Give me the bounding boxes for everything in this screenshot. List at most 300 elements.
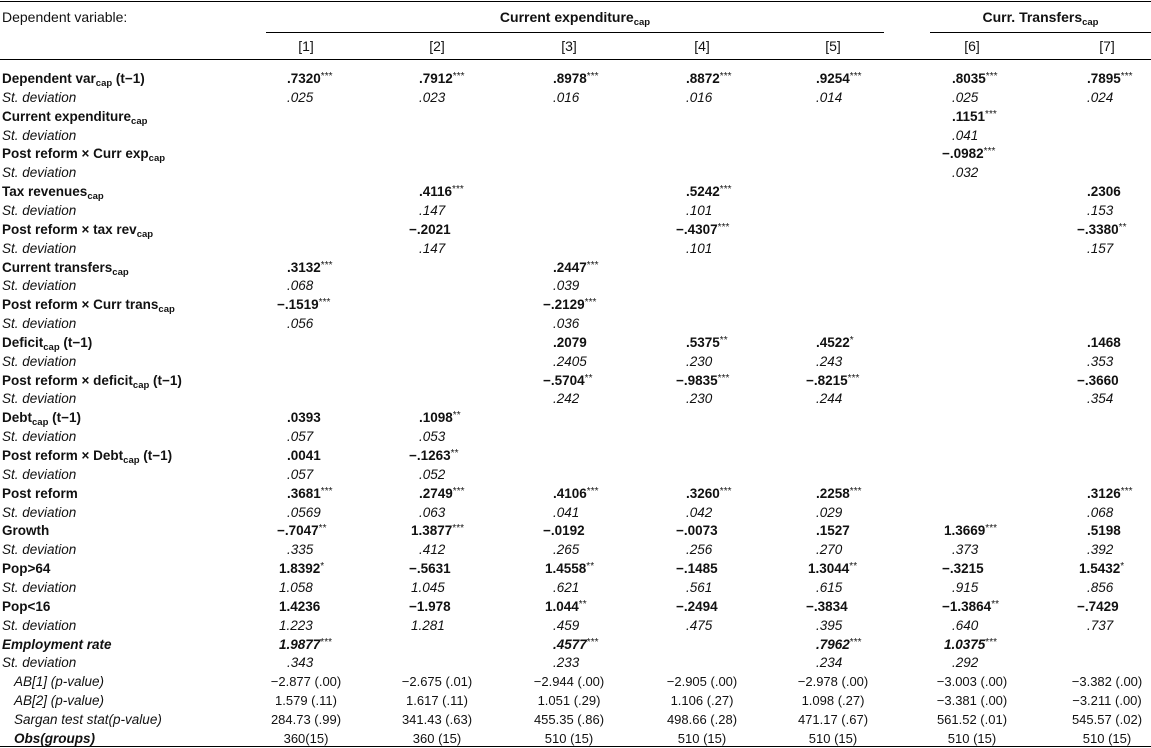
- column-number: [3]: [561, 38, 577, 54]
- table-cell: [553, 541, 579, 559]
- significance-stars: ***: [985, 108, 997, 120]
- significance-stars: ***: [849, 71, 862, 82]
- row-label: [2, 598, 50, 616]
- table-cell: [816, 654, 842, 672]
- cell-value: .025: [952, 89, 979, 105]
- table-cell: [543, 372, 592, 390]
- header-rule: [0, 59, 1151, 60]
- cell-value: .459: [553, 617, 580, 633]
- table-cell: [806, 598, 848, 616]
- table-cell: [279, 598, 320, 616]
- cell-value: .014: [816, 89, 843, 105]
- table-cell: [647, 711, 757, 729]
- cell-value: −.1519: [277, 297, 319, 313]
- table-cell: [419, 240, 445, 258]
- table-cell: [686, 579, 712, 597]
- table-cell: [287, 447, 321, 465]
- table-cell: [514, 673, 624, 691]
- row-label: [2, 654, 76, 672]
- cell-value: .2258: [816, 485, 850, 501]
- row-label-text: Employment rate: [2, 636, 112, 652]
- table-cell: [1087, 202, 1113, 220]
- cell-value: .412: [419, 542, 446, 558]
- row-label: [2, 390, 76, 408]
- table-cell: [686, 617, 712, 635]
- table-cell: [1087, 353, 1113, 371]
- table-cell: [686, 240, 712, 258]
- cell-value: −.3215: [942, 561, 984, 577]
- table-cell: [553, 315, 579, 333]
- row-label-text: St. deviation: [2, 542, 77, 558]
- cell-value: .475: [686, 617, 713, 633]
- table-cell: [1087, 617, 1113, 635]
- significance-stars: ***: [849, 636, 862, 648]
- cell-value: .8035: [952, 71, 986, 86]
- row-label-text: Obs(groups): [14, 730, 95, 746]
- cell-value: −.5704: [543, 372, 585, 388]
- row-label-text: St. deviation: [2, 165, 77, 181]
- group2-text: Curr. Transfers: [982, 9, 1083, 25]
- table-cell: [1087, 89, 1113, 107]
- table-cell: [287, 466, 313, 484]
- table-cell: [251, 692, 361, 710]
- cell-value: −1.978: [409, 598, 451, 614]
- table-cell: [419, 466, 445, 484]
- row-label-text: Post reform × Curr trans: [2, 297, 159, 313]
- table-cell: [808, 560, 857, 578]
- significance-stars: **: [578, 598, 587, 610]
- cell-value: −2.877 (.00): [270, 674, 342, 690]
- row-label-text: St. deviation: [2, 617, 77, 633]
- table-cell: [411, 522, 464, 540]
- row-label-text: St. deviation: [2, 391, 77, 407]
- cell-value: 360(15): [283, 730, 329, 746]
- cell-value: .157: [1087, 240, 1114, 256]
- row-label-suffix: (t−1): [112, 71, 145, 86]
- table-cell: [1087, 485, 1132, 503]
- significance-stars: *: [849, 334, 854, 346]
- row-label: [2, 541, 76, 559]
- cell-value: .024: [1087, 89, 1114, 105]
- group1-rule: [266, 32, 884, 33]
- table-cell: [676, 221, 729, 239]
- table-cell: [1077, 598, 1119, 616]
- cell-value: .5198: [1087, 523, 1121, 539]
- significance-stars: ***: [586, 71, 599, 82]
- cell-value: 1.223: [279, 617, 313, 633]
- cell-value: .056: [287, 316, 314, 332]
- significance-stars: ***: [985, 636, 997, 648]
- cell-value: −3.381 (.00): [936, 693, 1008, 709]
- cell-value: .243: [816, 353, 843, 369]
- table-cell: [411, 579, 445, 597]
- table-cell: [1052, 673, 1151, 691]
- row-label-subscript: cap: [131, 115, 148, 127]
- table-cell: [553, 70, 598, 88]
- cell-value: 545.57 (.02): [1071, 711, 1143, 727]
- table-cell: [1087, 183, 1121, 201]
- row-label: [2, 428, 76, 446]
- cell-value: .354: [1087, 391, 1114, 407]
- cell-value: .3260: [686, 485, 720, 501]
- row-label-text: Pop>64: [2, 561, 51, 577]
- table-cell: [942, 598, 999, 616]
- table-cell: [277, 522, 326, 540]
- cell-value: −.2494: [676, 598, 718, 614]
- significance-stars: **: [318, 523, 327, 535]
- table-cell: [778, 711, 888, 729]
- column-number: [5]: [825, 38, 841, 54]
- row-label-text: Debt: [2, 410, 32, 426]
- cell-value: .041: [553, 504, 580, 520]
- cell-value: .016: [553, 89, 580, 105]
- table-cell: [686, 334, 728, 352]
- table-cell: [952, 127, 978, 145]
- table-cell: [287, 89, 313, 107]
- significance-stars: *: [320, 561, 325, 573]
- cell-value: 1.8392: [279, 561, 321, 577]
- cell-value: .5242: [686, 184, 720, 200]
- row-label-text: Post reform × Debt: [2, 448, 124, 463]
- cell-value: .057: [287, 429, 314, 445]
- significance-stars: ***: [586, 259, 599, 271]
- table-cell: [806, 372, 859, 390]
- cell-value: 1.617 (.11): [406, 693, 468, 709]
- cell-value: .621: [553, 579, 580, 595]
- table-cell: [676, 560, 718, 578]
- table-cell: [419, 70, 464, 88]
- top-rule: [0, 1, 1151, 2]
- cell-value: .2447: [553, 259, 587, 275]
- table-cell: [553, 334, 587, 352]
- row-label: [2, 277, 76, 295]
- table-cell: [1087, 240, 1113, 258]
- cell-value: .1468: [1087, 334, 1121, 350]
- table-cell: [411, 617, 445, 635]
- table-cell: [816, 485, 861, 503]
- table-cell: [1087, 522, 1121, 540]
- cell-value: 1.3669: [944, 523, 986, 539]
- table-cell: [287, 541, 313, 559]
- bottom-rule: [0, 746, 1151, 747]
- cell-value: .395: [816, 617, 843, 633]
- significance-stars: ***: [452, 71, 465, 82]
- table-cell: [553, 277, 579, 295]
- cell-value: .615: [816, 579, 843, 595]
- cell-value: −3.211 (.00): [1072, 693, 1142, 709]
- table-cell: [816, 522, 850, 540]
- cell-value: .057: [287, 466, 314, 482]
- cell-value: 1.098 (.27): [801, 693, 865, 709]
- table-cell: [419, 541, 445, 559]
- cell-value: 471.17 (.67): [797, 711, 869, 727]
- cell-value: .4522: [816, 334, 850, 350]
- cell-value: .068: [287, 278, 314, 294]
- table-cell: [816, 541, 842, 559]
- row-label-text: Post reform × tax rev: [2, 221, 137, 237]
- table-cell: [287, 654, 313, 672]
- dependent-variable-label: Dependent variable:: [2, 9, 128, 25]
- cell-value: .234: [816, 655, 843, 671]
- table-cell: [419, 202, 445, 220]
- cell-value: .233: [553, 655, 580, 671]
- table-cell: [514, 692, 624, 710]
- table-cell: [553, 636, 598, 654]
- table-cell: [952, 89, 978, 107]
- table-cell: [917, 673, 1027, 691]
- table-cell: [686, 390, 712, 408]
- table-cell: [816, 617, 842, 635]
- cell-value: −.2129: [543, 297, 585, 313]
- row-label: [2, 409, 81, 427]
- row-label-suffix: (t−1): [149, 372, 182, 388]
- row-label-text: St. deviation: [2, 504, 77, 520]
- significance-stars: ***: [717, 372, 730, 384]
- cell-value: −.7429: [1077, 598, 1119, 614]
- cell-value: −1.3864: [942, 598, 992, 614]
- row-label-text: St. deviation: [2, 466, 77, 482]
- row-label-subscript: cap: [132, 379, 150, 391]
- table-cell: [816, 636, 861, 654]
- table-cell: [382, 673, 492, 691]
- cell-value: 561.52 (.01): [936, 711, 1008, 727]
- row-label: [2, 617, 76, 635]
- cell-value: 1.0375: [944, 636, 986, 652]
- cell-value: .242: [553, 391, 580, 407]
- row-label-text: St. deviation: [2, 89, 77, 105]
- cell-value: 341.43 (.63): [401, 711, 473, 727]
- cell-value: .4577: [553, 636, 587, 652]
- table-cell: [686, 183, 731, 201]
- row-label: [14, 711, 162, 729]
- table-cell: [279, 636, 332, 654]
- table-cell: [816, 89, 842, 107]
- table-cell: [287, 409, 321, 427]
- cell-value: .029: [816, 504, 843, 520]
- table-cell: [553, 504, 579, 522]
- table-cell: [686, 485, 731, 503]
- group-header-curr-transfers: [930, 7, 1151, 27]
- cell-value: .153: [1087, 202, 1114, 218]
- significance-stars: ***: [320, 259, 333, 271]
- cell-value: .0393: [287, 410, 321, 426]
- significance-stars: ***: [320, 71, 333, 82]
- table-cell: [279, 579, 313, 597]
- table-cell: [676, 598, 718, 616]
- table-cell: [553, 353, 587, 371]
- table-cell: [251, 673, 361, 691]
- cell-value: .147: [419, 202, 446, 218]
- row-label-text: Growth: [2, 523, 50, 539]
- row-label: [2, 504, 76, 522]
- row-label-subscript: cap: [158, 304, 175, 316]
- cell-value: −2.905 (.00): [666, 674, 738, 690]
- significance-stars: ***: [719, 71, 732, 82]
- table-cell: [1087, 70, 1132, 88]
- table-cell: [816, 70, 861, 88]
- cell-value: .2079: [553, 334, 587, 350]
- cell-value: .032: [952, 165, 979, 181]
- table-cell: [545, 560, 594, 578]
- significance-stars: ***: [719, 184, 732, 196]
- significance-stars: **: [586, 561, 595, 573]
- table-cell: [942, 560, 984, 578]
- cell-value: −.9835: [676, 372, 718, 388]
- significance-stars: ***: [985, 71, 998, 82]
- significance-stars: ***: [983, 146, 996, 158]
- table-cell: [676, 522, 718, 540]
- row-label-suffix: (t−1): [139, 448, 173, 463]
- cell-value: .265: [553, 542, 580, 558]
- cell-value: .5375: [686, 334, 720, 350]
- significance-stars: ***: [717, 221, 730, 233]
- cell-value: .1098: [419, 410, 453, 426]
- table-cell: [952, 541, 978, 559]
- column-number: [2]: [429, 38, 445, 54]
- row-label-text: Dependent var: [2, 71, 96, 86]
- row-label-text: Post reform × Curr exp: [2, 146, 149, 162]
- cell-value: .856: [1087, 579, 1114, 595]
- row-label-suffix: (t−1): [59, 334, 93, 350]
- significance-stars: **: [584, 372, 593, 384]
- significance-stars: ***: [452, 523, 464, 535]
- cell-value: .7962: [816, 636, 850, 652]
- row-label-text: Post reform: [2, 485, 78, 501]
- table-cell: [543, 296, 596, 314]
- significance-stars: ***: [452, 485, 465, 497]
- significance-stars: ***: [586, 485, 599, 497]
- table-cell: [686, 353, 712, 371]
- cell-value: .036: [553, 316, 580, 332]
- row-label-text: St. deviation: [2, 579, 77, 595]
- significance-stars: **: [452, 410, 461, 422]
- table-cell: [545, 598, 587, 616]
- significance-stars: **: [450, 448, 459, 459]
- cell-value: −.3834: [806, 598, 848, 614]
- row-label-text: St. deviation: [2, 316, 77, 332]
- cell-value: .7912: [419, 71, 453, 86]
- cell-value: .2306: [1087, 184, 1121, 200]
- significance-stars: **: [991, 598, 999, 610]
- table-cell: [553, 617, 579, 635]
- cell-value: 510 (15): [677, 730, 727, 746]
- cell-value: .353: [1087, 353, 1114, 369]
- cell-value: .270: [816, 542, 843, 558]
- significance-stars: ***: [1120, 485, 1133, 497]
- row-label: [2, 70, 145, 88]
- cell-value: 284.73 (.99): [270, 711, 342, 727]
- cell-value: .3681: [287, 485, 321, 501]
- table-cell: [952, 164, 978, 182]
- row-label: [2, 447, 172, 465]
- table-cell: [686, 89, 712, 107]
- row-label: [2, 240, 76, 258]
- cell-value: .392: [1087, 542, 1114, 558]
- row-label: [2, 127, 76, 145]
- table-cell: [686, 202, 712, 220]
- table-cell: [917, 692, 1027, 710]
- cell-value: .068: [1087, 504, 1114, 520]
- row-label: [2, 108, 147, 126]
- table-cell: [287, 259, 332, 277]
- cell-value: .256: [686, 542, 713, 558]
- row-label: [2, 296, 175, 314]
- cell-value: .023: [419, 89, 446, 105]
- table-cell: [778, 692, 888, 710]
- table-cell: [287, 277, 313, 295]
- row-label-subscript: cap: [112, 266, 129, 278]
- group2-rule: [930, 32, 1151, 33]
- row-label-text: St. deviation: [2, 278, 77, 294]
- cell-value: 1.044: [545, 598, 579, 614]
- cell-value: −.0073: [676, 523, 718, 539]
- cell-value: .016: [686, 89, 713, 105]
- row-label: [2, 259, 129, 277]
- row-label-text: Current expenditure: [2, 108, 132, 124]
- table-cell: [676, 372, 729, 390]
- cell-value: .292: [952, 655, 979, 671]
- row-label-text: St. deviation: [2, 127, 77, 143]
- row-label-subscript: cap: [43, 341, 60, 353]
- table-cell: [816, 353, 842, 371]
- cell-value: −.2021: [409, 221, 451, 237]
- significance-stars: **: [1118, 221, 1127, 233]
- cell-value: −2.675 (.01): [401, 674, 473, 690]
- table-cell: [419, 183, 464, 201]
- cell-value: −.0982: [942, 146, 984, 162]
- column-number: [1]: [298, 38, 314, 54]
- table-cell: [553, 579, 579, 597]
- row-label-text: Current transfers: [2, 259, 113, 275]
- table-cell: [647, 692, 757, 710]
- table-cell: [686, 504, 712, 522]
- table-cell: [553, 485, 598, 503]
- cell-value: .053: [419, 429, 446, 445]
- cell-value: 455.35 (.86): [533, 711, 605, 727]
- row-label: [2, 353, 76, 371]
- cell-value: .0569: [287, 504, 321, 520]
- group-header-current-expenditure: [266, 7, 884, 27]
- significance-stars: **: [849, 561, 858, 573]
- cell-value: −.7047: [277, 523, 319, 539]
- cell-value: 510 (15): [1082, 730, 1132, 746]
- cell-value: .041: [952, 127, 979, 143]
- row-label-subscript: cap: [123, 455, 140, 466]
- cell-value: −3.382 (.00): [1071, 674, 1143, 690]
- significance-stars: ***: [847, 372, 860, 384]
- cell-value: .7895: [1087, 71, 1121, 86]
- row-label: [2, 202, 76, 220]
- table-cell: [952, 654, 978, 672]
- row-label-text: AB[2] (p-value): [14, 693, 105, 709]
- row-label-text: St. deviation: [2, 655, 77, 671]
- significance-stars: *: [1120, 561, 1125, 573]
- row-label: [2, 334, 92, 352]
- cell-value: −2.978 (.00): [797, 674, 869, 690]
- row-label: [2, 221, 153, 239]
- table-cell: [1087, 334, 1121, 352]
- table-cell: [952, 70, 997, 88]
- cell-value: .230: [686, 391, 713, 407]
- cell-value: .230: [686, 353, 713, 369]
- row-label-text: Tax revenues: [2, 184, 88, 200]
- cell-value: −.5631: [409, 561, 451, 577]
- table-cell: [553, 390, 579, 408]
- cell-value: .042: [686, 504, 713, 520]
- cell-value: 1.3044: [808, 561, 850, 577]
- table-cell: [419, 409, 461, 427]
- row-label: [2, 183, 104, 201]
